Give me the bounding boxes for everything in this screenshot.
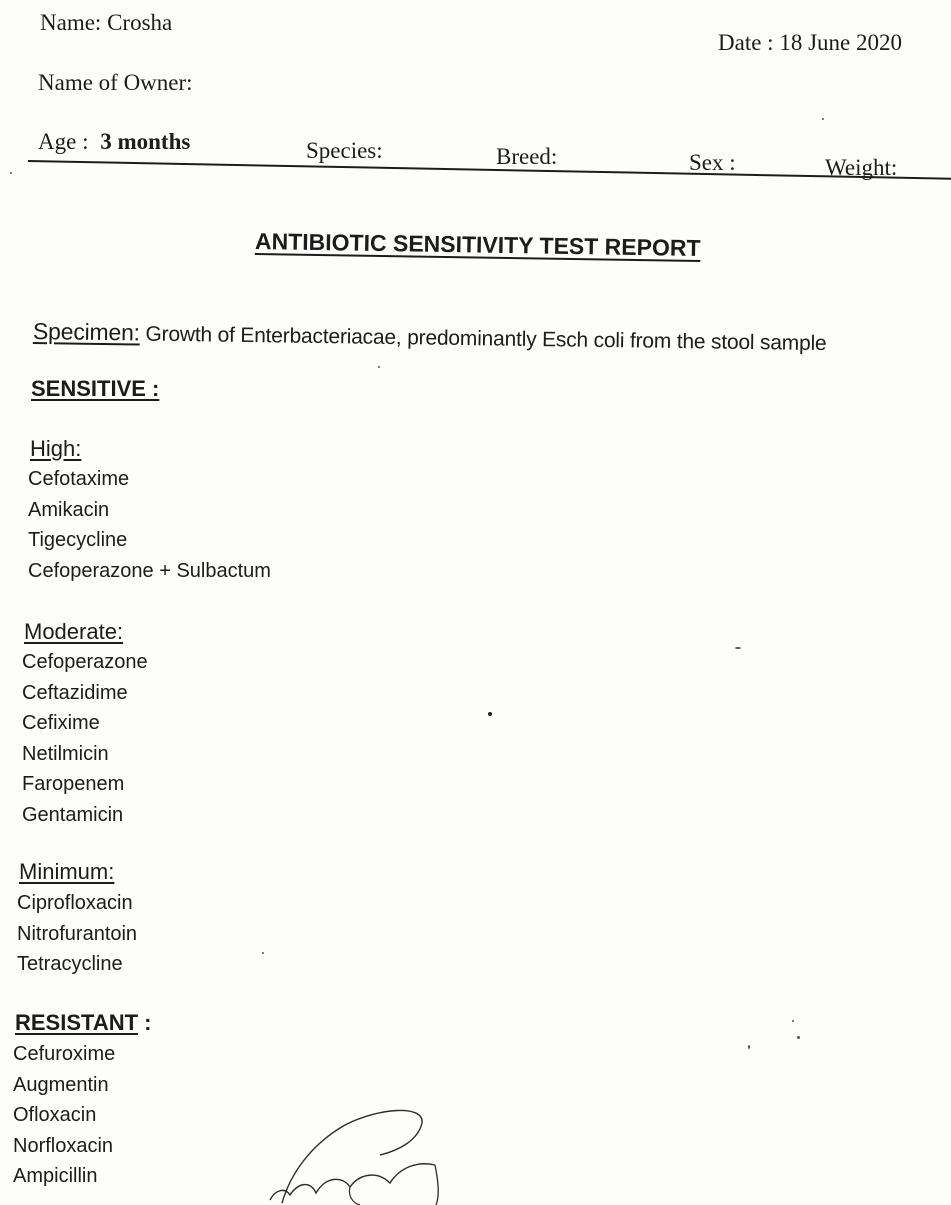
date-field xyxy=(718,30,902,56)
resistant-heading-colon: : xyxy=(138,1010,152,1035)
date-label: Date : xyxy=(718,30,774,55)
scan-speck xyxy=(797,1036,800,1039)
high-list xyxy=(28,464,271,586)
list-item: Tetracycline xyxy=(17,953,123,975)
list-item: Ciprofloxacin xyxy=(17,892,133,914)
specimen-label: Specimen: xyxy=(32,318,141,346)
name-value: Crosha xyxy=(107,10,173,35)
scan-speck xyxy=(10,172,12,174)
list-item: Amikacin xyxy=(28,498,110,521)
list-item: Cefuroxime xyxy=(13,1043,116,1065)
scan-speck xyxy=(822,118,824,120)
patient-name-field xyxy=(40,10,172,36)
age-value: 3 months xyxy=(100,129,191,154)
scan-speck xyxy=(792,1020,794,1022)
owner-label: Name of Owner: xyxy=(38,70,193,95)
list-item: Cefoperazone xyxy=(22,651,148,673)
list-item: Cefoperazone + Sulbactum xyxy=(28,559,271,582)
scan-speck xyxy=(748,1045,750,1049)
owner-field xyxy=(38,70,193,96)
list-item: Norfloxacin xyxy=(13,1134,114,1157)
list-item: Ampicillin xyxy=(13,1165,98,1187)
scan-speck xyxy=(262,952,264,954)
weight-label: Weight: xyxy=(825,155,898,180)
age-field xyxy=(38,129,190,155)
list-item: Faropenem xyxy=(22,773,125,795)
moderate-label: Moderate: xyxy=(24,619,124,644)
scan-speck xyxy=(378,366,380,368)
list-item: Cefotaxime xyxy=(28,468,130,490)
resistant-list xyxy=(13,1039,115,1192)
moderate-list xyxy=(22,647,148,830)
age-label: Age : xyxy=(38,129,89,154)
list-item: Cefixime xyxy=(22,712,100,734)
resistant-heading xyxy=(15,1010,152,1036)
list-item: Augmentin xyxy=(13,1073,109,1096)
resistant-heading-text: RESISTANT xyxy=(15,1010,139,1035)
list-item: Nitrofurantoin xyxy=(17,922,138,945)
species-label: Species: xyxy=(306,138,383,163)
date-value: 18 June 2020 xyxy=(779,30,902,55)
signature-image xyxy=(250,1095,470,1205)
header-divider xyxy=(28,160,951,180)
list-item: Gentamicin xyxy=(22,803,124,826)
minimum-list xyxy=(17,888,137,980)
report-title: ANTIBIOTIC SENSITIVITY TEST REPORT xyxy=(254,228,701,261)
high-label: High: xyxy=(30,436,82,461)
scan-speck xyxy=(488,712,492,716)
name-label: Name: xyxy=(40,10,102,35)
specimen-text: Growth of Enterbacteriacae, predominantly Esch coli from the stool sample xyxy=(145,322,827,356)
sex-label: Sex : xyxy=(689,150,736,175)
sensitive-heading: SENSITIVE : xyxy=(31,376,160,401)
list-item: Netilmicin xyxy=(22,742,109,765)
list-item: Ceftazidime xyxy=(22,681,128,704)
list-item: Ofloxacin xyxy=(13,1104,97,1126)
scan-speck xyxy=(735,647,741,649)
specimen-line xyxy=(33,318,827,356)
minimum-label: Minimum: xyxy=(19,859,115,884)
list-item: Tigecycline xyxy=(28,529,128,551)
breed-label: Breed: xyxy=(496,144,558,169)
